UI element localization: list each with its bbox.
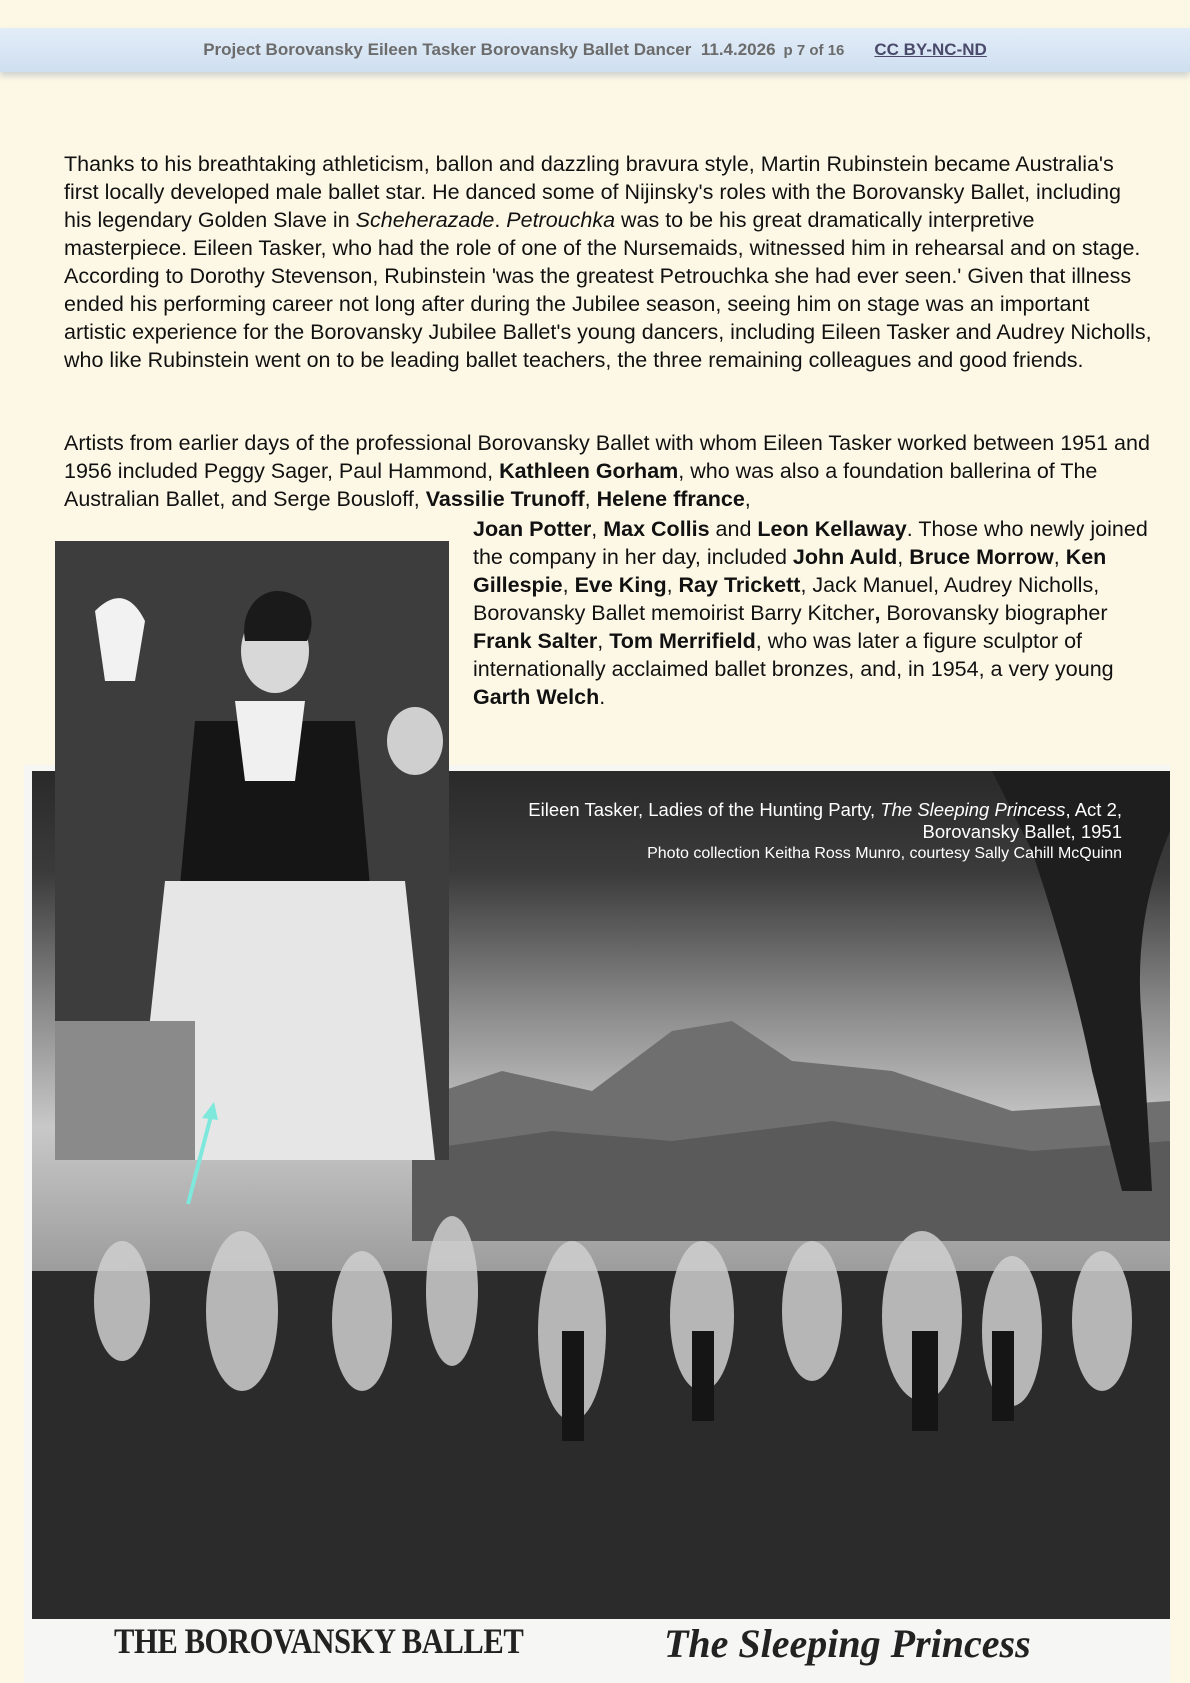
header-date: 11.4.2026 [700, 40, 776, 59]
inset-closeup-drawing [55, 541, 449, 1160]
dancer-lace-collar [235, 701, 305, 781]
license-link[interactable]: CC BY-NC-ND [874, 40, 987, 59]
kneeling-dancer [55, 1021, 195, 1160]
header-title: Project Borovansky Eileen Tasker Borovansky Ballet Dancer [203, 40, 692, 59]
paragraph-artists: Artists from earlier days of the professional Borovansky Ballet with whom Eileen Tasker worked between 1951 and 1956 included Peggy Sager, Paul Hammond, Kathleen Gorham, who was also a foundation ballerina of The Australian Ballet, and Serge Bousloff, Vassilie Trunoff, Helene ffrance, [64, 431, 1150, 511]
pointer-arrow-icon [180, 1100, 220, 1210]
header-page: p 7 of 16 [783, 41, 845, 59]
photo-footer-company: THE BOROVANSKY BALLET [114, 1621, 524, 1661]
photo-caption: Eileen Tasker, Ladies of the Hunting Party, The Sleeping Princess, Act 2, Borovansky Ballet, 1951 Photo collection Keitha Ross Munro, courtesy Sally Cahill McQuinn [528, 799, 1122, 862]
paragraph-artists-continued: Joan Potter, Max Collis and Leon Kellaway. Those who newly joined the company in her day, included John Auld, Bruce Morrow, Ken Gillespie, Eve King, Ray Trickett, Jack Manuel, Audrey Nicholls, Borovansky Ballet memoirist Barry Kitcher, Borovansky biographer Frank Salter, Tom Merrifield, who was later a figure sculptor of internationally acclaimed ballet bronzes, and, in 1954, a very young Garth Welch. [473, 517, 1148, 709]
second-dancer-head [387, 707, 443, 775]
page-header [0, 28, 1190, 72]
paragraph-rubinstein: Thanks to his breathtaking athleticism, ballon and dazzling bravura style, Martin Rubinstein became Australia's first locally developed male ballet star. He danced some of Nijinsky's roles with the Borovansky Ballet, including his legendary Golden Slave in Scheherazade. Petrouchka was to be his great dramatically interpretive masterpiece. Eileen Tasker, who had the role of one of the Nursemaids, witnessed him in rehearsal and on stage. According to Dorothy Stevenson, Rubinstein 'was the greatest Petrouchka she had ever seen.' Given that illness ended his performing career not long after during the Jubilee season, seeing him on stage was an important artistic experience for the Borovansky Jubilee Ballet's young dancers, including Eileen Tasker and Audrey Nicholls, who like Rubinstein went on to be leading ballet teachers, the three remaining colleagues and good friends. [64, 152, 1152, 372]
photo-footer-title: The Sleeping Princess [664, 1621, 1031, 1666]
inset-closeup-photo [55, 541, 449, 1160]
